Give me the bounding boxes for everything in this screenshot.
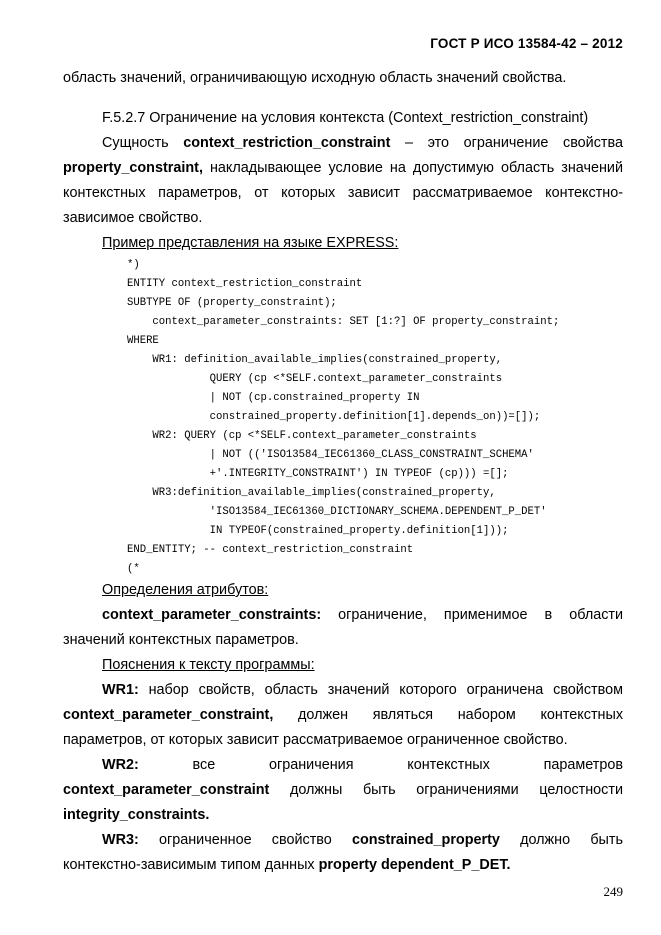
notes-title: Пояснения к тексту программы: bbox=[102, 657, 315, 673]
code-line: | NOT (cp.constrained_property IN bbox=[127, 392, 420, 404]
code-line: IN TYPEOF(constrained_property.definition[1])); bbox=[127, 525, 509, 537]
wr1-line1: WR1: набор свойств, область значений которого ограничена свойством bbox=[102, 682, 624, 698]
page-header: ГОСТ Р ИСО 13584-42 – 2012 bbox=[430, 36, 623, 51]
wr3-line2: контекстно-зависимым типом данных property dependent_P_DET. bbox=[63, 857, 511, 873]
code-line: | NOT (('ISO13584_IEC61360_CLASS_CONSTRAINT_SCHEMA' bbox=[127, 449, 534, 461]
wr2-line3: integrity_constraints. bbox=[63, 807, 210, 823]
wr2-line2: context_parameter_constraint должны быть ограничениями целостности bbox=[63, 782, 624, 798]
wr3-line1: WR3: ограниченное свойство constrained_property должно быть bbox=[102, 832, 623, 848]
code-line: WHERE bbox=[127, 335, 159, 347]
code-line: 'ISO13584_IEC61360_DICTIONARY_SCHEMA.DEPENDENT_P_DET' bbox=[127, 506, 547, 518]
code-line: context_parameter_constraints: SET [1:?] OF property_constraint; bbox=[127, 316, 560, 328]
code-line: SUBTYPE OF (property_constraint); bbox=[127, 297, 337, 309]
code-line: WR1: definition_available_implies(constrained_property, bbox=[127, 354, 503, 366]
code-line: *) bbox=[127, 259, 140, 271]
code-line: +'.INTEGRITY_CONSTRAINT') IN TYPEOF (cp))) =[]; bbox=[127, 468, 509, 480]
wr1-line2: context_parameter_constraint, должен являться набором контекстных bbox=[63, 707, 624, 723]
code-line: WR2: QUERY (cp <*SELF.context_parameter_constraints bbox=[127, 430, 477, 442]
code-line: END_ENTITY; -- context_restriction_constraint bbox=[127, 544, 414, 556]
paragraph-continuation: область значений, ограничивающую исходную область значений свойства. bbox=[63, 70, 567, 86]
para1-line4: зависимое свойство. bbox=[63, 210, 203, 226]
para1-line3: контекстных параметров, от которых зависит рассматриваемое контекстно- bbox=[63, 185, 623, 201]
attributes-title: Определения атрибутов: bbox=[102, 582, 269, 598]
example-title: Пример представления на языке EXPRESS: bbox=[102, 235, 399, 251]
section-heading: F.5.2.7 Ограничение на условия контекста (Context_restriction_constraint) bbox=[102, 110, 589, 126]
code-line: WR3:definition_available_implies(constrained_property, bbox=[127, 487, 496, 499]
attr-line2: значений контекстных параметров. bbox=[63, 632, 299, 648]
wr1-line3: параметров, от которых зависит рассматриваемое ограниченное свойство. bbox=[63, 732, 568, 748]
attr-line1: context_parameter_constraints: ограничение, применимое в области bbox=[102, 607, 624, 623]
code-line: (* bbox=[127, 563, 140, 575]
page-number: 249 bbox=[603, 884, 623, 899]
wr2-line1: WR2: все ограничения контекстных параметров bbox=[102, 757, 624, 773]
code-line: QUERY (cp <*SELF.context_parameter_constraints bbox=[127, 373, 503, 385]
code-line: ENTITY context_restriction_constraint bbox=[127, 278, 363, 290]
para1-line1: Сущность context_restriction_constraint – это ограничение свойства bbox=[102, 135, 623, 151]
para1-line2: property_constraint, накладывающее условие на допустимую область значений bbox=[63, 160, 623, 176]
code-line: constrained_property.definition[1].depends_on))=[]); bbox=[127, 411, 541, 423]
